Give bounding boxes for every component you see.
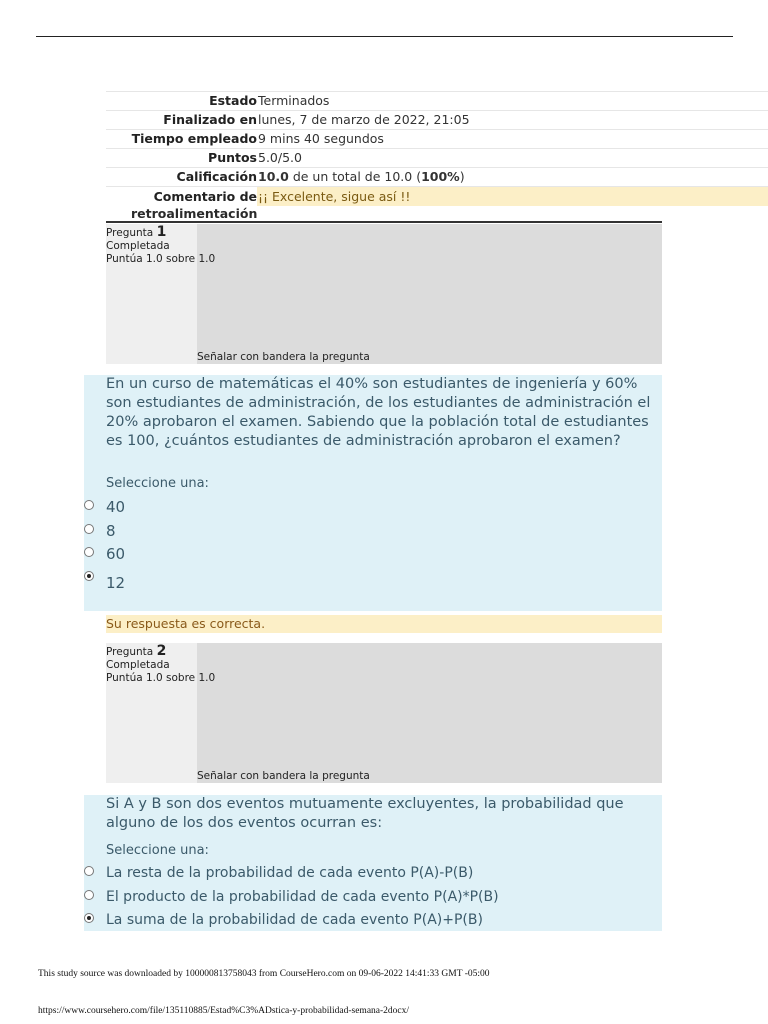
answer-option-label[interactable]: La suma de la probabilidad de cada evento P(A)+P(B): [106, 912, 483, 928]
summary-label: Estado: [209, 93, 257, 108]
summary-row-tiempo: [106, 129, 768, 148]
summary-value: [257, 168, 768, 186]
answer-option-label[interactable]: 40: [106, 498, 126, 516]
select-one-prompt: Seleccione una:: [106, 476, 209, 491]
question-score: Puntúa 1.0 sobre 1.0: [106, 253, 216, 265]
question-text: En un curso de matemáticas el 40% son estudiantes de ingeniería y 60% son estudiantes de administración, de los estudiantes de administración el 20% aprobaron el examen. Sabiendo que la población total de estudiantes es 100, ¿cuántos estudiantes de administración aprobaron el examen?: [106, 376, 651, 449]
summary-row-finalizado: [106, 110, 768, 129]
top-divider: [36, 36, 733, 37]
select-one-prompt: Seleccione una:: [106, 843, 209, 858]
attempt-summary-table: [106, 91, 768, 223]
radio-button[interactable]: [84, 500, 94, 510]
flag-question-link[interactable]: Señalar con bandera la pregunta: [197, 351, 370, 363]
question-meta: [106, 645, 215, 685]
answer-option-label[interactable]: 8: [106, 522, 116, 540]
question-info-1: [106, 224, 662, 364]
answer-option-label[interactable]: La resta de la probabilidad de cada evento P(A)-P(B): [106, 865, 474, 881]
radio-button-selected[interactable]: [84, 913, 94, 923]
question-number: 1: [156, 224, 167, 240]
summary-value: lunes, 7 de marzo de 2022, 21:05: [258, 112, 470, 127]
radio-button[interactable]: [84, 547, 94, 557]
summary-label-continued: retroalimentación: [131, 206, 258, 221]
source-url[interactable]: https://www.coursehero.com/file/135110885/Estad%C3%ADstica-y-probabilidad-semana-2docx/: [38, 1006, 410, 1016]
question-score: Puntúa 1.0 sobre 1.0: [106, 672, 216, 684]
question-number: 2: [156, 643, 167, 659]
grade-percent: 100%: [421, 169, 460, 184]
summary-value: 5.0/5.0: [258, 150, 302, 165]
summary-label: Finalizado en: [163, 112, 257, 127]
summary-value: 9 mins 40 segundos: [258, 131, 384, 146]
question-content-1: [84, 375, 662, 611]
flag-question-link[interactable]: Señalar con bandera la pregunta: [197, 770, 370, 782]
question-label: Pregunta: [106, 646, 154, 658]
summary-row-calificacion: [106, 167, 768, 186]
question-status: Completada: [106, 240, 170, 252]
summary-row-puntos: [106, 148, 768, 167]
question-text: Si A y B son dos eventos mutuamente excluyentes, la probabilidad que alguno de los dos eventos ocurran es:: [106, 796, 624, 831]
question-info-2: [106, 643, 662, 783]
question-label: Pregunta: [106, 227, 154, 239]
answer-feedback: Su respuesta es correcta.: [106, 615, 662, 633]
radio-button[interactable]: [84, 524, 94, 534]
answer-option-label[interactable]: El producto de la probabilidad de cada evento P(A)*P(B): [106, 889, 499, 905]
overall-feedback: ¡¡ Excelente, sigue así !!: [257, 187, 768, 206]
radio-button-selected[interactable]: [84, 571, 94, 581]
summary-label: Calificación: [176, 169, 257, 184]
radio-button[interactable]: [84, 890, 94, 900]
summary-row-comentario: [106, 186, 768, 223]
answer-option-label[interactable]: 12: [106, 574, 126, 592]
radio-button[interactable]: [84, 866, 94, 876]
download-note: This study source was downloaded by 100000813758043 from CourseHero.com on 09-06-2022 14:41:33 GMT -05:00: [38, 969, 490, 979]
answer-option-label[interactable]: 60: [106, 545, 126, 563]
summary-label: Puntos: [208, 150, 257, 165]
grade-close-paren: ): [459, 169, 465, 184]
grade-score: 10.0: [258, 169, 289, 184]
question-status: Completada: [106, 659, 170, 671]
summary-row-estado: [106, 91, 768, 110]
summary-label: Comentario de: [153, 189, 257, 204]
summary-label: Tiempo empleado: [131, 131, 257, 146]
summary-bottom-rule: [106, 221, 662, 223]
grade-total-text: de un total de 10.0 (: [288, 169, 422, 184]
question-meta: [106, 226, 215, 266]
question-content-2: [84, 795, 662, 931]
summary-value: Terminados: [258, 93, 330, 108]
